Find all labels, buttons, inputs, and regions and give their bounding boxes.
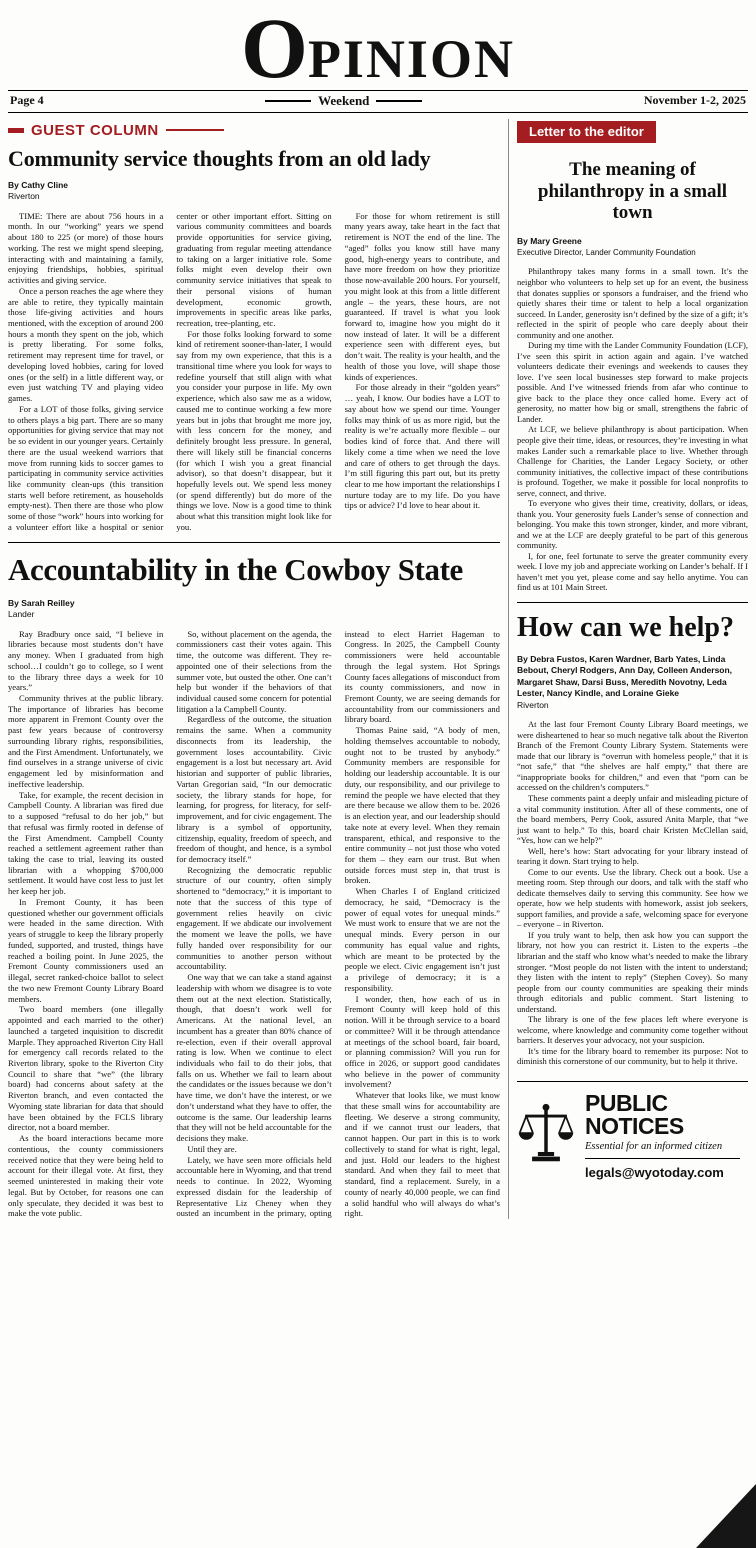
paragraph: At LCF, we believe philanthropy is about participation. When people give their time, ideas, or resources, they’re investing in what makes Lander such a remarkable place to live. Whether through Challenge for Charities, the Lander Legacy Society, or other community initiatives, the collective impact of these contributions is profound. Together, we make it possible for local nonprofits to serve, connect, and thrive. <box>517 424 748 498</box>
paragraph: For those folks looking forward to some kind of retirement sooner-than-later, I would say from my own experience, that this is a transitional time where you look for ways to redefine yourself that still align with what you consider your purpose in life. My own experience, which also saw me as a widow, caused me to continue working a few more years but in jobs that brought me more joy, with less concern for the money, and definitely brought less pressure. In general, there will likely still be financial concerns (for which I wish you a great financial advisor), so that doesn’t disappear, but it hopefully levels out. We spend less money (or spend differently) but do more of the things we love. Now is a good time to think about what this transition might look like for you. <box>176 328 332 532</box>
legals-email-link[interactable]: legals@wyotoday.com <box>585 1164 724 1180</box>
edition-label <box>265 93 422 109</box>
guest-column-label: GUEST COLUMN <box>31 121 159 139</box>
corner-triangle-decoration <box>696 1484 756 1548</box>
paragraph: The library is one of the few places left where everyone is welcome, where knowledge and community come together without barriers. It deserves your advocacy, not your suspicion. <box>517 1014 748 1046</box>
public-notices-text <box>585 1089 746 1182</box>
paragraph: To everyone who gives their time, creativity, dollars, or ideas, thank you. Your generosity fuels Lander’s sense of connection and belonging. You make this town stronger, kinder, and more vibrant, and we at the LCF are deeply grateful to be part of this generous community. <box>517 498 748 551</box>
edition-text: Weekend <box>318 92 370 108</box>
paragraph: So, without placement on the agenda, the commissioners cast their votes again. This time, the outcome was different. They re-appointed one of their selections from the summer vote, but ousted the other. One can’t help but wonder if the behaviors of that individual caused some concern for potential litigation a la Campbell County. <box>176 628 332 714</box>
vertical-column-rule <box>508 119 509 1219</box>
paragraph: As the board interactions became more contentious, the county commissioners received notice that they were being held to account for their illegal vote. At first, they seemed uninterested in making their vote legal. But by October, for reasons one can only speculate, they decided it was best to make the vote public. <box>8 1133 164 1219</box>
issue-date: November 1-2, 2025 <box>643 93 746 108</box>
help-byline <box>517 654 748 711</box>
public-notices-rule <box>585 1158 740 1159</box>
guest-column-kicker <box>8 122 500 139</box>
paragraph: It’s time for the library board to remember its purpose: Not to diminish this cornerstone of our community, but to help it thrive. <box>517 1045 748 1067</box>
byline-location: Riverton <box>8 191 40 202</box>
paragraph: Come to our events. Use the library. Check out a book. Use a meeting room. Step through our doors, and talk with the staff who dedicate themselves daily to serving this community. See how we operate, how we help students with homework, assist job seekers, support families, and provide a safe, welcoming space for everyone – everyone – in Riverton. <box>517 866 748 930</box>
scales-of-justice-icon <box>517 1101 575 1172</box>
paragraph: Two board members (one illegally appointed and each married to the other) launched a targeted inquisition to discredit Marple. They approached Riverton City Hall for emergency call records related to the Riverton library, spoke to the Riverton City Council to share that “we” (the library board) had concerns about safety at the Riverton branch, and even contacted the Wyoming state librarian for data that should have been obtained by the FCLS library director, not a board member. <box>8 1004 164 1133</box>
right-region <box>517 119 748 1219</box>
paragraph: I, for one, feel fortunate to serve the greater community every week. I love my job and appreciate working on Lander’s behalf. If I haven’t met you yet, please come and say hello anytime. You can find us at 101 Main Street. <box>517 550 748 593</box>
paragraph: Whatever that looks like, we must know that these small wins for accountability are fleeting. We deserve a strong community, and if we cannot trust our leaders, that cannot happen. Our part in this is to work collectively to stand for what is right, legal, and just. Hold our leaders to the highest standard. And when they fail to meet that standard, find a replacement. Surely, in a county of nearly 40,000 people, we can find a solid handful who will always do what’s right. <box>344 1090 500 1219</box>
letter-to-editor-section <box>517 119 748 593</box>
help-letter-section <box>517 612 748 1067</box>
accountability-section <box>8 552 500 1219</box>
paragraph: Well, here’s how: Start advocating for your library instead of tearing it down. Start trying to help. <box>517 845 748 867</box>
paragraph: Take, for example, the recent decision in Campbell County. A librarian was fired due to a supposed “refusal to do her job,” but that refusal was firmly rooted in defense of the First Amendment. Campbell County reached a settlement agreement rather than taking the case to trial, leaving its ousted librarian with a whopping $700,000 settlement. It would have cost less to just let her keep her job. <box>8 789 164 897</box>
paragraph: At the last four Fremont County Library Board meetings, we were disheartened to hear so much negative talk about the Riverton Branch of the Fremont County Library System. Statements were made that our library is “overrun with homeless people,” that it is “not safe,” that “the shelves are half empty,” that there are “inappropriate books for children,” and even that “porn can be accessed on the children’s computers.” <box>517 719 748 793</box>
page-number: Page 4 <box>10 93 44 108</box>
paragraph: Ray Bradbury once said, “I believe in libraries because most students don’t have any money. When I graduated from high school…I couldn’t go to college, so I went to the library three days a week for 10 years.” <box>8 628 164 693</box>
paragraph: Once a person reaches the age where they are able to retire, they typically maintain those life-giving activities and hours mentioned, with the exception of around 200 hours a month they spent on the job, which is pretty liberating. For some folks, retirement may represent time for travel, or developing loved hobbies, caring for loved ones (or the self) in a little different way, or even just watching TV and playing video games. <box>8 285 164 404</box>
paragraph: Community thrives at the public library. The importance of libraries has become more apparent in Fremont County over the past few years because of controversy surrounding library rights, responsibilities, and the First Amendment. Unfortunately, we find ourselves in a strange universe of civic engagement led by misinformation and ineffective leadership. <box>8 693 164 789</box>
paragraph: For those for whom retirement is still many years away, take heart in the fact that retirement is NOT the end of the line. The “aged” folks you know still have many good, high-energy years to contribute, and have more freedom on how they prioritize those now-available 200 hours. For yourself, you might look at this from a little different angle – the years, these hours, are not guaranteed. If travel is what you look forward to, imagine how you might do it now instead of later. It will be a different experience seen with different eyes, but don’t wait. The reality is your health, and the health of those you love, will shape those kinds of experiences. <box>344 210 500 382</box>
guest-column-body <box>8 211 500 533</box>
masthead-initial-letter: O <box>241 0 308 96</box>
byline-role: Executive Director, Lander Community Foundation <box>517 247 696 257</box>
paragraph: During my time with the Lander Community Foundation (LCF), I’ve seen this spirit in action again and again. I’ve watched volunteers dedicate their evenings and weekends to causes they love. I’ve seen local businesses step forward to make projects possible. And I’ve witnessed friends from afar who continue to give back to the place they once called home. Every act of generosity, no matter how big or small, strengthens the fabric of Lander. <box>517 340 748 424</box>
paragraph: TIME: There are about 756 hours in a month. In our “working” years we spend about 180 to 225 (or more) of those hours working. The rest we might spend sleeping, interacting with and maintaining a family, enjoying friendships, hobbies, spiritual activities and giving service. <box>8 210 164 286</box>
letter-to-editor-label: Letter to the editor <box>517 121 656 143</box>
paragraph: Recognizing the democratic republic structure of our country, often simply shortened to “democracy,” it is important to note that the success of this type of government relies heavily on civic engagement. If we abdicate our involvement the moment we leave the polls, we have fully handed over responsibility for our communities to another person without accountability. <box>176 864 332 972</box>
accountability-byline <box>8 598 500 621</box>
paragraph: Philanthropy takes many forms in a small town. It’s the neighbor who volunteers to help set up for an event, the business that donates supplies or sponsors a fundraiser, and the friend who quietly shares their time or talent to help a local organization succeed. In Lander, generosity isn’t defined by the size of a gift; it’s reflected in the spirit of people who care deeply about their community and one another. <box>517 266 748 340</box>
help-headline: How can we help? <box>517 611 734 643</box>
masthead <box>8 0 748 96</box>
byline-location: Lander <box>8 609 35 620</box>
public-notices-tagline: Essential for an informed citizen <box>585 1140 723 1152</box>
public-notices-ad <box>517 1081 748 1182</box>
paragraph: Lately, we have seen more officials held accountable here in Wyoming, and that trend needs to continue. In 2022, Wyoming expressed disdain for the leadership of Representative Liz Cheney when they ousted an incumbent in the primary, opting instead to elect Harriet Hageman to Congress. In 2025, the Campbell County commissioners were held accountable through the legal system. Hot Springs County faces allegations of misconduct from its county commissioners, and now in Fremont County, we are seeing demands for accountability from our commissioners and library board. <box>176 628 500 1219</box>
byline-author: By Sarah Reilley <box>8 597 75 608</box>
letter-headline: The meaning of philanthropy in a small town <box>537 158 728 224</box>
guest-column-byline <box>8 180 500 203</box>
rule-right <box>376 100 422 102</box>
letter-byline <box>517 236 748 258</box>
byline-author: By Cathy Cline <box>8 179 68 190</box>
masthead-title: PINION <box>307 29 515 89</box>
byline-location: Riverton <box>517 699 549 710</box>
paragraph: Until they are. <box>187 1143 237 1154</box>
section-divider <box>517 602 748 603</box>
kicker-rule <box>166 129 224 131</box>
paragraph: I wonder, then, how each of us in Fremont County will keep hold of this notion. Will it be through service to a board or committee? Will it be through attendance at meetings of the school board, fair board, or planning commission? Will you run for office in 2026, or support good candidates who believe in the power of community involvement? <box>344 993 500 1090</box>
byline-author: By Mary Greene <box>517 236 582 247</box>
paragraph: When Charles I of England criticized democracy, he said, “Democracy is the power of equal votes for unequal minds.” We must work to ensure that we are not the unequal minds. Every person in our community has equal value and rights, which are meant to be protected by the people we elect. Civic engagement isn’t just a privilege of democracy; it is a responsibility. <box>344 886 500 993</box>
accountability-body <box>8 629 500 1219</box>
byline-authors: By Debra Fustos, Karen Wardner, Barb Yates, Linda Bebout, Cheryl Rodgers, Ann Day, Colleen Anderson, Margaret Shaw, Darsi Buss, Meredith Novotny, Leda Lester, Nancy Kindle, and Loraine Gieke <box>517 653 733 699</box>
paragraph: For those already in their “golden years” … yeah, I know. Our bodies have a LOT to say about how we spend our time. Younger folks may think of us as more rigid, but the reality is we’re actually more flexible – our bodies kind of force that. And there will likely come a time when we need the love and care of others to get through the days. I’m still figuring this part out, but its pretty clear to me how important the relationships I nurture today are to my life. Do you have tips or advice? I’d love to hear about it. <box>344 382 500 511</box>
paragraph: For a LOT of those folks, giving service to others plays a big part. There are so many opportunities for giving service that may not be so evident in our younger years. Certainly there are the usual weekend warriors that move from running kids to soccer games to participating in community service activities like community clean-ups (this transition starts well before retirement, as households empty-nest). Then there are those who plow some of those “work” hours into working for a volunteer effort like a hospital or senior center or other important effort. Sitting on various community committees and boards provide opportunities for service giving, graduating from regular meeting attendance to taking on a larger initiative role. Some folks might even develop their own community service initiatives that speak to their personal visions of human development, economic growth, improvements in specific areas like parks, recreation, tree-planting, etc. <box>8 210 332 532</box>
paragraph: Thomas Paine said, “A body of men, holding themselves accountable to nobody, ought not to be trusted by anybody.” Community members are responsible for holding our leadership accountable. It is our duty, our responsibility, and our privilege to remind the people we have elected that they are there because we allow them to be. 2026 is an election year, and our leadership should take note at every level. When they remain transparent, ethical, and responsive to the entire community – not just those who voted for them – they earn our trust. But when outside forces must step in, that trust is broken. <box>344 725 500 886</box>
rule-left <box>265 100 311 102</box>
letter-body <box>517 266 748 592</box>
left-region <box>8 119 500 1219</box>
kicker-bar <box>8 128 24 133</box>
dateline <box>8 91 748 113</box>
paragraph: Regardless of the outcome, the situation remains the same. When a community disconnects from its leadership, the government loses accountability. Civic engagement is a lost but necessary art. Avid historian and supporter of public libraries, Vartan Gregorian said, “In our democratic society, the library stands for hope, for learning, for progress, for literacy, for self-improvement, and for civic engagement. The library is a symbol of opportunity, citizenship, equality, freedom of speech, and freedom of thought, and hence, is a symbol for democracy itself.” <box>176 714 332 865</box>
paragraph: These comments paint a deeply unfair and misleading picture of a vital community institution. After all of these comments, one of the board members, Perry Cook, assured Anita Marple, that “we just want to help.” To this, board chair Kristen McClellan said, “Yes, how can we help?” <box>517 793 748 846</box>
paragraph: One way that we can take a stand against leadership with whom we disagree is to vote them out at the next election. Statistically, though, that doesn’t work well for Americans. At the national level, an incumbent has a greater than 80% chance of re-election, even if their overall approval rating is low. When we continue to elect individuals who fail to do their jobs, that falls on us. Whether we fail to learn about the candidates or the issues because we don’t have time, we don’t have the interest, or we don’t understand what they have to offer, the outcome is the same. Our leadership learns that they will not be held accountable for the decisions they make. <box>176 972 332 1144</box>
guest-column-headline: Community service thoughts from an old lady <box>8 145 431 171</box>
help-body <box>517 719 748 1067</box>
section-divider <box>8 542 500 543</box>
guest-column-section <box>8 122 500 533</box>
paragraph: In Fremont County, it has been questioned whether our government officials were headed in the same direction. With years of struggle to keep the library properly funded, supported, and trusted, things have reached a boiling point. In June 2025, the Fremont County commissioners used an illegal, secret ranked-choice ballot to select the two new Fremont County Library Board members. <box>8 896 164 1004</box>
page-content <box>8 119 748 1219</box>
paragraph: If you truly want to help, then ask how you can support the library, not how you can restrict it. Listen to the experts –the librarian and the staff who know what’s needed to make the library stronger. “Most people do not listen with the intent to understand; they listen with the intent to reply” (Stephen Covey). So many people from our county communities are speaking their minds through editorials and public comment. Start listening to understand. <box>517 929 748 1014</box>
public-notices-title: PUBLIC NOTICES <box>585 1089 684 1139</box>
accountability-headline: Accountability in the Cowboy State <box>8 551 463 587</box>
